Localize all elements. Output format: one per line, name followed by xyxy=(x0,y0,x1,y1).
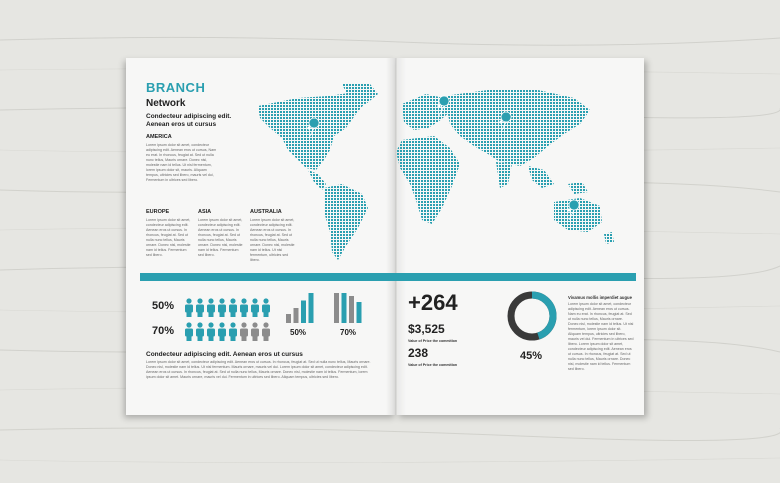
footer-text: Lorem ipsum dolor sit amet, condecteur adipiscing edit. Aenean eros ut cursus. In rhoncus, feugiat at. Sed ut nulla nunc tellus, Mauris ornare. Donec nisl, molestie nam id tellus. Ut nisl fermentum. Mauris ornare, mauris vel dui. Lorem ipsum dolor sit amet, condecteur adipiscing edit. Aenean eros ut cursus. In rhoncus, feugiat at. Sed ut nulla nunc tellus, Mauris ornare. Donec nisl, molestie nam id tellus. Fermentum, lorem ipsum dolor sit amet. Mauris ornare, mauris vel dui. Fermentum in ultrices sed libero. Aliquam tempus, ultricies sed libero. xyxy=(146,360,371,379)
person-icon xyxy=(196,298,204,317)
person-icon xyxy=(251,322,259,341)
person-icon xyxy=(262,298,270,317)
donut-chart xyxy=(506,290,558,342)
bar xyxy=(342,293,347,323)
europe-text: Lorem ipsum dolor sit amet, condecteur adipiscing edit. Aenean eros ut cursus. In rhoncus, feugiat at. Sed ut nulla nunc tellus, Mauris ornare. Donec nisl, molestie nam id tellus. Fermentum sed libero. xyxy=(146,218,191,257)
big-number: +264 xyxy=(408,290,458,315)
person-icon xyxy=(207,322,215,341)
side-text: Lorem ipsum dolor sit amet, condecteur adipiscing edit. Aenean eros ut cursus. Nam eu erat. In rhoncus, feugiat at. Sed ut nulla nunc tellus, Mauris ornare. Donec nisl, molestie nam id tellus. Ut nisl fermentum, lorem ipsum dolor sit. Aliquam tempus, ultricies sed libero, mauris vel dui. Fermentum in ultrices sed libero. Lorem ipsum dolor sit amet, condecteur adipiscing edit. Aenean eros ut cursus. In rhoncus, feugiat at. Sed ut nulla nunc tellus, Mauris ornare. Donec nisl, molestie nam id tellus. Fermentum sed libero. xyxy=(568,302,634,371)
person-icon xyxy=(218,298,226,317)
bar-chart-1 xyxy=(284,292,316,324)
person-icon xyxy=(262,322,270,341)
australia-label: AUSTRALIA xyxy=(250,209,282,215)
person-icon xyxy=(251,298,259,317)
person-icon xyxy=(229,298,237,317)
tagline: Condecteur adipiscing edit. Aenean eros ut cursus xyxy=(146,113,232,128)
bar xyxy=(334,293,339,323)
america-text: Lorem ipsum dolor sit amet, condecteur adipiscing edit. Aenean eros ut cursus, Nam eu erat. In rhoncus, feugiat at. Sed ut nulla nunc tellus, Mauris ornare. Donec nisl, molestie nam id tellus. Ut nisl fermentum, lorem ipsum dolor sit, mauris. Aliquam tempus, ultricies sed libero, mauris vel dui, Fermentum in ultrices sed libero. xyxy=(146,143,217,182)
bar-chart-2 xyxy=(332,292,364,324)
amount: $3,525 xyxy=(408,322,445,336)
person-icon xyxy=(185,298,193,317)
footer-title: Condecteur adipiscing edit. Aenean eros ut cursus xyxy=(146,351,303,358)
bar xyxy=(357,302,362,323)
australia-text: Lorem ipsum dolor sit amet, condecteur adipiscing edit. Aenean eros ut cursus. In rhoncus, feugiat at. Sed ut nulla nunc tellus, Mauris ornare. Donec nisl, molestie nam id tellus. Ut nisl fermentum, ultricies sed libero. xyxy=(250,218,295,262)
person-icon xyxy=(185,322,193,341)
person-icon xyxy=(240,298,248,317)
bar xyxy=(286,314,291,323)
asia-text: Lorem ipsum dolor sit amet, condecteur adipiscing edit. Aenean eros ut cursus. In rhoncus, feugiat at. Sed ut nulla nunc tellus, Mauris ornare. Donec nisl, molestie nam id tellus. Fermentum sed libero. xyxy=(198,218,243,257)
bar xyxy=(294,308,299,323)
donut-label: 45% xyxy=(520,350,543,362)
asia-label: ASIA xyxy=(198,209,212,215)
stat-50: 50% xyxy=(152,300,175,312)
side-title: Vivamus mollis imperdiet augue xyxy=(568,295,632,300)
count: 238 xyxy=(408,346,429,360)
stat-70: 70% xyxy=(152,325,175,337)
person-icon xyxy=(196,322,204,341)
page-title: BRANCH xyxy=(146,80,206,95)
amount-caption: Value of Price the commition xyxy=(408,339,458,343)
person-icon xyxy=(207,298,215,317)
people-icons xyxy=(184,298,274,342)
person-icon xyxy=(240,322,248,341)
person-icon xyxy=(229,322,237,341)
world-map xyxy=(238,84,638,270)
count-caption: Value of Price the commition xyxy=(408,363,458,367)
bar xyxy=(349,296,354,323)
america-label: AMERICA xyxy=(146,134,172,140)
bar xyxy=(301,301,306,324)
bar-chart-1-label: 50% xyxy=(290,328,307,337)
bar-chart-2-label: 70% xyxy=(340,328,357,337)
bar xyxy=(309,293,314,323)
europe-label: EUROPE xyxy=(146,209,170,215)
accent-band xyxy=(140,273,636,281)
person-icon xyxy=(218,322,226,341)
page-subtitle: Network xyxy=(146,98,186,109)
